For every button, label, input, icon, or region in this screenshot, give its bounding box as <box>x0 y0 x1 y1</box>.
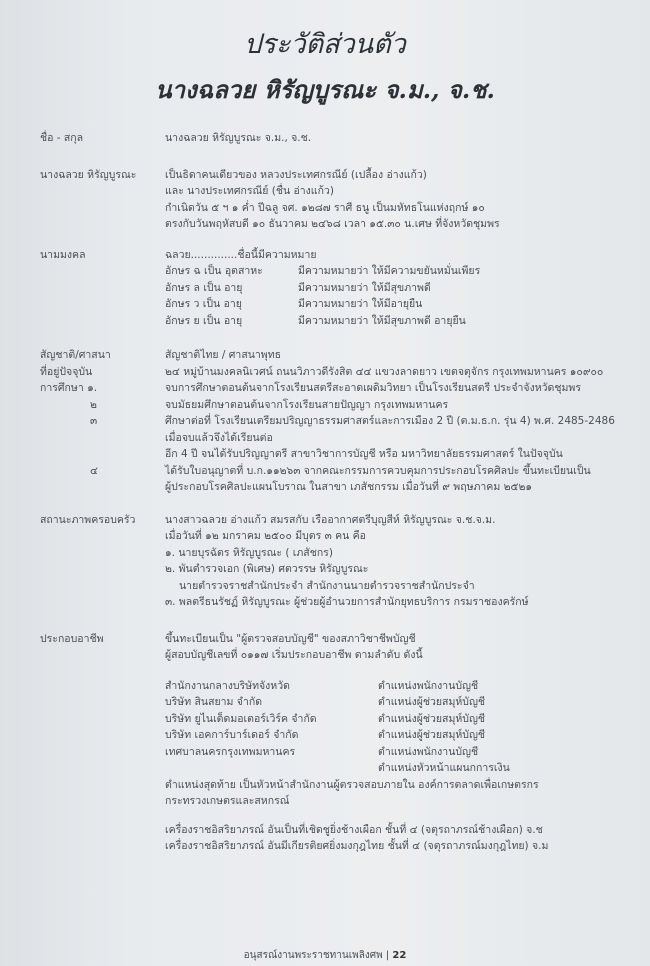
family-line: นายตำรวจราชสำนักประจำ สำนักงานนายตำรวจราชสำนักประจำ <box>179 579 475 592</box>
decoration-line: เครื่องราชอิสริยาภรณ์ อันมีเกียรติยศยิ่งมงกุฎไทย ชั้นที่ ๔ (จตุรถาภรณ์มงกุฎไทย) จ.ม <box>165 840 549 852</box>
education-line: อีก 4 ปี จนได้รับปริญญาตรี สาขาวิชาการบัญชี หรือ มหาวิทยาลัยธรรมศาสตร์ ในปัจจุบัน <box>165 448 563 460</box>
position: ตำแหน่งพนักงานบัญชี <box>378 679 479 692</box>
address-section <box>40 364 635 381</box>
position: ตำแหน่งผู้ช่วยสมุห์บัญชี <box>378 696 486 708</box>
position: ตำแหน่งผู้ช่วยสมุห์บัญชี <box>378 729 486 741</box>
career-line: ผู้สอบบัญชีเลขที่ ๐๑๑๗ เริ่มประกอบอาชีพ ตามลำดับ ดังนี้ <box>165 649 423 661</box>
final-position-line: กระทรวงเกษตรและสหกรณ์ <box>165 795 290 807</box>
family-line: ๑. นายบุรฉัตร หิรัญบูรณะ ( เภสัชกร) <box>165 546 333 559</box>
footer-text: อนุสรณ์งานพระราชทานเพลิงศพ | <box>243 950 390 961</box>
education-line: ศึกษาต่อที่ โรงเรียนเตรียมปริญญาธรรมศาสตร์และการเมือง 2 ปี (ต.ม.ธ.ก. รุ่น 4) พ.ศ. 2485-2486 เมื่อจบแล้วจึงได้เรียนต่อ <box>165 415 615 444</box>
final-position-line: ตำแหน่งสุดท้าย เป็นหัวหน้าสำนักงานผู้ตรวจสอบภายใน องค์การตลาดเพื่อเกษตรกร <box>165 778 539 791</box>
nationality-value: สัญชาติไทย / ศาสนาพุทธ <box>165 349 282 361</box>
education-number: ๔ <box>90 464 98 477</box>
career-line: ขึ้นทะเบียนเป็น "ผู้ตรวจสอบบัญชี" ของสภาวิชาชีพบัญชี <box>165 632 416 645</box>
page-number: 22 <box>392 950 407 961</box>
name-value: นางฉลวย หิรัญบูรณะ จ.ม., จ.ช. <box>165 132 312 144</box>
education-number: ๒ <box>90 398 97 411</box>
name-section <box>40 130 635 147</box>
employer: บริษัท เอคการ์บาร์เดอร์ จำกัด <box>165 729 299 741</box>
position: ตำแหน่งพนักงานบัญชี <box>378 745 479 758</box>
family-label: สถานะภาพครอบครัว <box>40 513 136 526</box>
letter-item: อักษร ว เป็น อายุ <box>165 298 242 310</box>
education-line: ได้รับใบอนุญาตที่ บ.ก.๑๑๒๖๓ จากคณะกรรมการควบคุมการประกอบโรคศิลปะ ขึ้นทะเบียนเป็น <box>165 464 591 477</box>
education-item <box>40 413 635 463</box>
career-section <box>40 631 635 855</box>
letter-item: อักษร ฉ เป็น อุตสาหะ <box>165 265 263 277</box>
position: ตำแหน่งหัวหน้าแผนกการเงิน <box>378 762 510 774</box>
letter-item: อักษร ย เป็น อายุ <box>165 314 243 327</box>
education-line: จบมัธยมศึกษาตอนต้นจากโรงเรียนสายปัญญา กรุงเทพมหานคร <box>165 398 449 411</box>
auspicious-name-label: นามมงคล <box>40 248 86 261</box>
auspicious-name-section <box>40 247 635 330</box>
auspicious-name-intro: ฉลวย..............ชื่อนี้มีความหมาย <box>165 248 317 261</box>
birth-label: นางฉลวย หิรัญบูรณะ <box>40 168 137 181</box>
letter-meaning: มีความหมายว่า ให้มีอายุยืน <box>298 298 423 310</box>
address-label: ที่อยู่ปัจจุบัน <box>40 365 93 378</box>
family-section <box>40 512 635 611</box>
education-line: ผู้ประกอบโรคศิลปะแผนโบราณ ในสาขา เภสัชกรรม เมื่อวันที่ ๙ พฤษภาคม ๒๕๒๑ <box>165 481 533 493</box>
page-title: ประวัติส่วนตัว <box>244 29 406 60</box>
education-item <box>40 463 635 496</box>
birth-line: ตรงกับวันพฤหัสบดี ๑๐ ธันวาคม ๒๔๖๘ เวลา ๑๕.๓๐ น.เศษ ที่จังหวัดชุมพร <box>165 218 500 230</box>
nationality-section <box>40 347 635 364</box>
education-item <box>40 397 635 414</box>
education-section <box>40 380 635 397</box>
career-label: ประกอบอาชีพ <box>40 632 104 645</box>
employment-table <box>165 678 635 777</box>
birth-line: เป็นธิดาคนเดียวของ หลวงประเทศกรณีย์ (เปลื้อง อ่างแก้ว) <box>165 168 427 181</box>
name-label: ชื่อ - สกุล <box>40 132 84 144</box>
page-subtitle: นางฉลวย หิรัญบูรณะ จ.ม., จ.ช. <box>155 75 495 104</box>
employer: สำนักงานกลางบริษัทจังหวัด <box>165 679 290 692</box>
birth-line: และ นางประเทศกรณีย์ (ชื่น อ่างแก้ว) <box>165 185 334 197</box>
position: ตำแหน่งผู้ช่วยสมุห์บัญชี <box>378 712 486 725</box>
decoration-line: เครื่องราชอิสริยาภรณ์ อันเป็นที่เชิดชูยิ่งช้างเผือก ชั้นที่ ๔ (จตุรถาภรณ์ช้างเผือก) จ.ช <box>165 823 543 836</box>
birth-line: กำเนิดวัน ๕ ฯ ๑ ค่ำ ปีฉลู จศ. ๑๒๘๗ ราศี ธนู เป็นมหัทธโนแห่งฤกษ์ ๑๐ <box>165 201 485 214</box>
document-body <box>40 130 635 855</box>
education-line: จบการศึกษาตอนต้นจากโรงเรียนสตรีสะอาดเผดิมวิทยา เป็นโรงเรียนสตรี ประจำจังหวัดชุมพร <box>165 382 581 394</box>
nationality-label: สัญชาติ/ศาสนา <box>40 349 111 361</box>
letter-item: อักษร ล เป็น อายุ <box>165 281 243 294</box>
letter-meaning: มีความหมายว่า ให้มีสุขภาพดี อายุยืน <box>298 314 466 327</box>
family-line: ๒. พันตำรวจเอก (พิเศษ) ศตวรรษ หิรัญบูรณะ <box>165 563 369 575</box>
family-line: เมื่อวันที่ ๑๒ มกราคม ๒๕๐๐ มีบุตร ๓ คน คือ <box>165 530 366 542</box>
birth-section <box>40 167 635 233</box>
address-value: ๒๔ หมู่บ้านมงคลนิเวศน์ ถนนวิภาวดีรังสิต ๔๔ แขวงลาดยาว เขตจตุจักร กรุงเทพมหานคร ๑๐๙๐๐ <box>165 365 604 378</box>
page-footer <box>0 948 650 963</box>
family-line: นางสาวฉลวย อ่างแก้ว สมรสกับ เรืออากาศตรีบุญสีห์ หิรัญบูรณะ จ.ช.จ.ม. <box>165 513 496 526</box>
employer: เทศบาลนครกรุงเทพมหานคร <box>165 745 296 758</box>
education-label: การศึกษา ๑. <box>40 382 98 394</box>
employer: บริษัท ยูไนเต็ดมอเตอร์เวิร์ค จำกัด <box>165 712 317 725</box>
family-line: ๓. พลตรีธนรัชฏ์ หิรัญบูรณะ ผู้ช่วยผู้อำนวยการสำนักยุทธบริการ กรมราชองครักษ์ <box>165 596 529 608</box>
education-number: ๓ <box>90 415 98 427</box>
letter-meaning: มีความหมายว่า ให้มีสุขภาพดี <box>298 281 431 294</box>
letter-meaning-table <box>165 263 635 329</box>
letter-meaning: มีความหมายว่า ให้มีความขยันหมั่นเพียร <box>298 265 481 277</box>
employer: บริษัท สินสยาม จำกัด <box>165 696 263 708</box>
